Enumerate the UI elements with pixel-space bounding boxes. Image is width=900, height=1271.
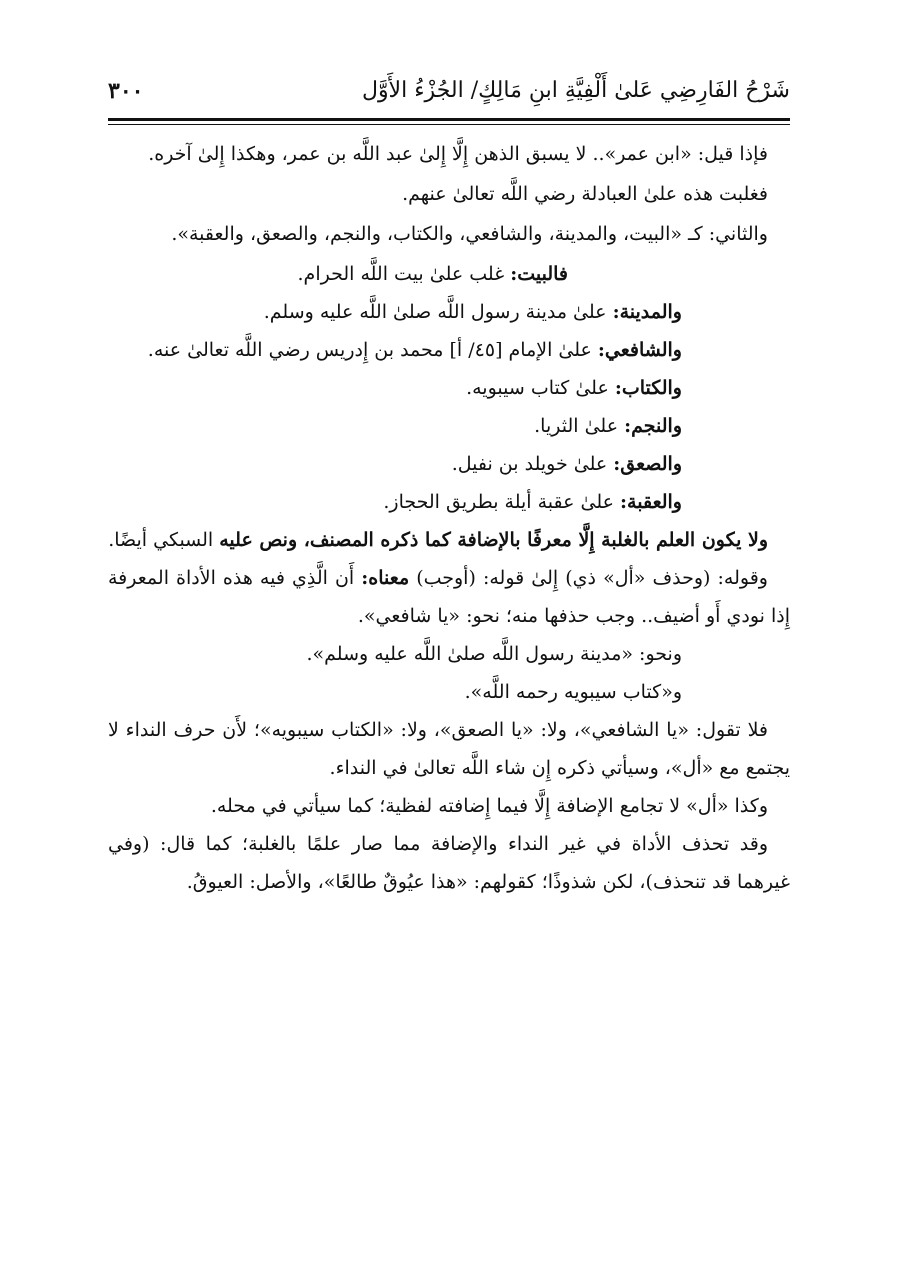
sentence-rest: أَن الَّذِي فيه هذه الأداة المعرفة إِذا نودي أَو أضيف.. وجب حذفها منه؛ نحو: «يا شافعي». — [108, 567, 790, 627]
definition-text: علىٰ الثريا. — [534, 415, 625, 437]
running-title: شَرْحُ الفَارِضِي عَلىٰ أَلْفِيَّةِ ابنِ مَالِكٍ/ الجُزْءُ الأَوَّل — [361, 78, 790, 103]
definition-term: والصعق: — [613, 453, 682, 475]
definition-kitab — [108, 369, 790, 407]
header-rule-thick — [108, 118, 790, 121]
paragraph-second-examples: والثاني: كـ «البيت، والمدينة، والشافعي، والكتاب، والنجم، والصعق، والعقبة». — [171, 223, 768, 245]
page-number: ٣٠٠ — [108, 78, 144, 104]
definition-text: علىٰ خويلد بن نفيل. — [451, 453, 614, 475]
definition-text: علىٰ مدينة رسول اللَّه صلىٰ اللَّه عليه وسلم. — [263, 301, 613, 323]
definition-text: علىٰ الإمام [٤٥/ أ] محمد بن إِدريس رضي اللَّه تعالىٰ عنه. — [147, 339, 598, 361]
definition-text: غلب علىٰ بيت اللَّه الحرام. — [297, 263, 511, 285]
definition-najm — [108, 407, 790, 445]
sentence-start: وقوله: (وحذف «أل» ذي) إِلىٰ قوله: (أوجب) — [409, 567, 768, 589]
definition-aqaba — [108, 483, 790, 521]
running-header — [108, 70, 790, 118]
definition-madina — [108, 293, 790, 331]
bold-sentence: ولا يكون العلم بالغلبة إِلَّا معرفًا بالإضافة كما ذكره المصنف، ونص عليه — [219, 529, 768, 551]
definition-term: فالبيت: — [510, 263, 568, 285]
paragraph-example-madina: ونحو: «مدينة رسول اللَّه صلىٰ اللَّه عليه وسلم». — [306, 643, 682, 665]
paragraph-abadila: فغلبت هذه علىٰ العبادلة رضي اللَّه تعالىٰ عنهم. — [402, 183, 768, 205]
definition-shafii — [108, 331, 790, 369]
paragraph-hadhf-al — [108, 559, 790, 635]
definition-term: والعقبة: — [620, 491, 682, 513]
definition-term: والكتاب: — [614, 377, 682, 399]
paragraph-nida: فلا تقول: «يا الشافعي»، ولا: «يا الصعق»، ولا: «الكتاب سيبويه»؛ لأَن حرف النداء لا يجتمع مع «أل»، وسيأتي ذكره إِن شاء اللَّه تعالىٰ في النداء. — [108, 719, 790, 779]
paragraph-example-kitab: و«كتاب سيبويه رحمه اللَّه». — [464, 681, 682, 703]
definition-term: والشافعي: — [597, 339, 682, 361]
meaning-term: معناه: — [361, 567, 410, 589]
definition-saiq — [108, 445, 790, 483]
paragraph-ibn-umar: فإذا قيل: «ابن عمر».. لا يسبق الذهن إِلَّا إِلىٰ عبد اللَّه بن عمر، وهكذا إِلىٰ آخره. — [148, 143, 768, 165]
paragraph-idafa: وكذا «أل» لا تجامع الإضافة إِلَّا فيما إِضافته لفظية؛ كما سيأتي في محله. — [210, 795, 768, 817]
book-page — [108, 70, 790, 901]
definition-bayt — [108, 255, 790, 293]
definition-term: والنجم: — [624, 415, 682, 437]
paragraph-alam-ghalaba — [108, 521, 790, 559]
definition-term: والمدينة: — [612, 301, 682, 323]
body-text — [108, 135, 790, 901]
sentence-tail: السبكي أيضًا. — [108, 529, 220, 551]
definition-text: علىٰ عقبة أيلة بطريق الحجاز. — [383, 491, 621, 513]
definition-text: علىٰ كتاب سيبويه. — [466, 377, 615, 399]
paragraph-ghayr-nida: وقد تحذف الأداة في غير النداء والإضافة مما صار علمًا بالغلبة؛ كما قال: (وفي غيرهما قد تنحذف)، لكن شذوذًا؛ كقولهم: «هذا عيُوقٌ طالعًا»، والأصل: العيوقُ. — [108, 833, 790, 893]
header-rule-thin — [108, 124, 790, 125]
